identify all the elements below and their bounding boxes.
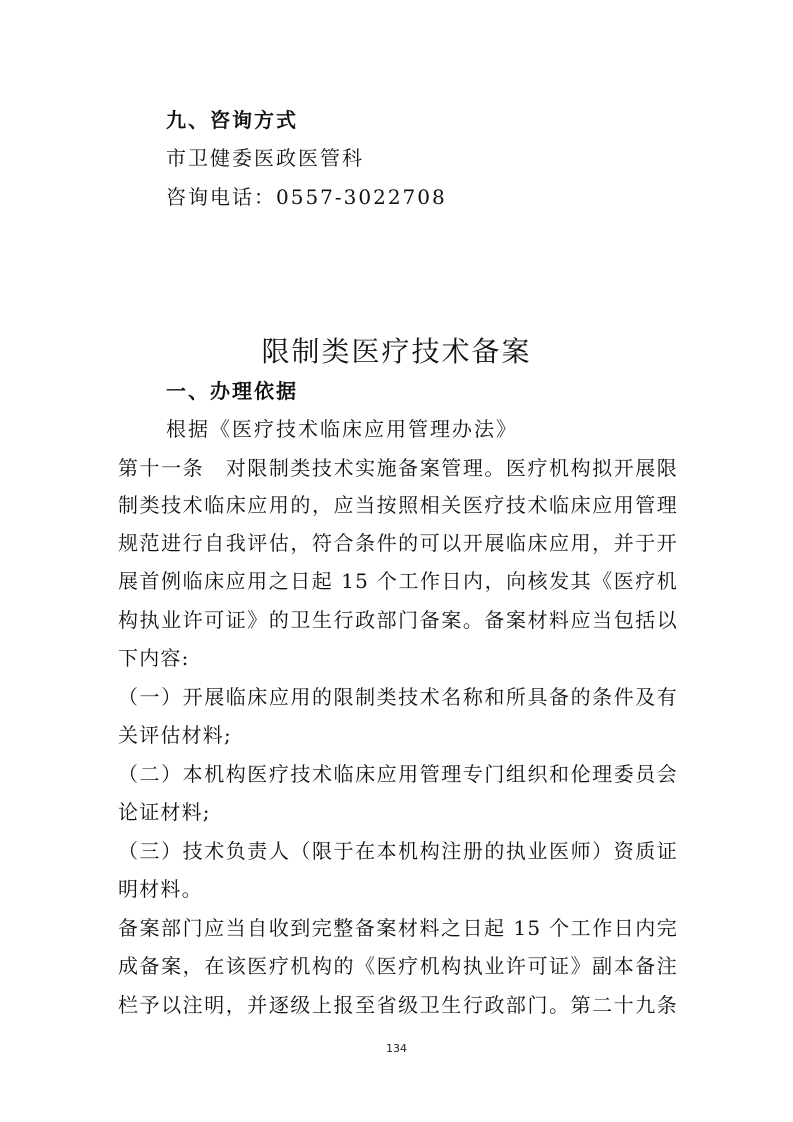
body-line: 成备案，在该医疗机构的《医疗机构执业许可证》副本备注 bbox=[118, 954, 678, 978]
body-line: 展首例临床应用之日起 15 个工作日内，向核发其《医疗机 bbox=[118, 569, 678, 593]
body-line: （三）技术负责人（限于在本机构注册的执业医师）资质证 bbox=[118, 839, 678, 863]
body-line: 下内容: bbox=[118, 646, 190, 670]
body-line: 第十一条 对限制类技术实施备案管理。医疗机构拟开展限 bbox=[118, 456, 678, 480]
body-line: 栏予以注明，并逐级上报至省级卫生行政部门。第二十九条 bbox=[118, 993, 678, 1017]
body-line: （二）本机构医疗技术临床应用管理专门组织和伦理委员会 bbox=[118, 762, 678, 786]
consultation-phone: 咨询电话：0557-3022708 bbox=[166, 185, 447, 209]
body-line: 制类技术临床应用的，应当按照相关医疗技术临床应用管理 bbox=[118, 493, 678, 517]
body-line: 明材料。 bbox=[118, 877, 203, 901]
section-heading-consultation: 九、咨询方式 bbox=[166, 108, 298, 132]
section-heading-basis: 一、办理依据 bbox=[166, 379, 298, 403]
basis-reference: 根据《医疗技术临床应用管理办法》 bbox=[166, 417, 518, 441]
document-title: 限制类医疗技术备案 bbox=[261, 335, 532, 368]
body-line: 备案部门应当自收到完整备案材料之日起 15 个工作日内完 bbox=[118, 916, 678, 940]
body-line: 规范进行自我评估，符合条件的可以开展临床应用，并于开 bbox=[118, 531, 678, 555]
page-number: 134 bbox=[386, 1042, 407, 1055]
body-line: 论证材料; bbox=[118, 800, 211, 824]
body-line: 关评估材料; bbox=[118, 723, 232, 747]
body-line: （一）开展临床应用的限制类技术名称和所具备的条件及有 bbox=[118, 685, 678, 709]
consultation-department: 市卫健委医政医管科 bbox=[166, 146, 364, 170]
body-line: 构执业许可证》的卫生行政部门备案。备案材料应当包括以 bbox=[118, 608, 678, 632]
